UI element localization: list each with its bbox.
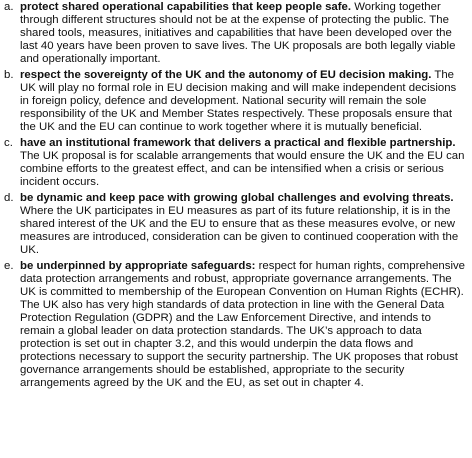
list-marker: c. — [4, 137, 13, 149]
list-marker: a. — [4, 1, 14, 13]
list-marker: d. — [4, 192, 14, 204]
list-item-body — [20, 1, 468, 66]
list-item-d — [4, 192, 468, 257]
list-item-text: The UK proposal is for scalable arrangements that would ensure the UK and the EU can combine efforts to the greatest effect, and can be intensified when a crisis or serious incident occurs. — [20, 150, 465, 188]
list-item-body — [20, 69, 468, 134]
list-item-text: The UK will play no formal role in EU decision making and will make independent decisions in foreign policy, defence and development. National security will remain the sole responsibility of the UK and Member States respectively. These proposals ensure that the UK and the EU can continue to work together where it is mutually beneficial. — [20, 69, 457, 133]
list-item-b — [4, 69, 468, 134]
list-marker: b. — [4, 69, 14, 81]
list-item-text: respect for human rights, comprehensive data protection arrangements and robust, appropriate governance arrangements. The UK is committed to membership of the European Convention on Human Rights (ECHR). The UK also has very high standards of data protection in line with the General Data Protection Regulation (GDPR) and the Law Enforcement Directive, and intends to remain a global leader on data protection standards. The UK’s approach to data protection is set out in chapter 3.2, and this would underpin the data flows and protections necessary to support the security partnership. The UK proposes that robust governance arrangements should be established, appropriate to the security arrangements agreed by the UK and the EU, as set out in chapter 4. — [20, 260, 466, 389]
document-page — [4, 0, 468, 393]
list-item-heading: have an institutional framework that delivers a practical and flexible partnership. — [20, 137, 456, 149]
list-item-a — [4, 0, 468, 66]
list-item-heading: be dynamic and keep pace with growing global challenges and evolving threats. — [20, 192, 454, 204]
list-item-body — [20, 192, 468, 257]
list-item-text: Working together through different structures should not be at the expense of protecting the public. The shared tools, measures, initiatives and capabilities that have been developed over the last 40 years have been proven to save lives. The UK proposals are both legally viable and operationally important. — [20, 1, 456, 65]
list-item-e — [4, 260, 468, 390]
list-marker: e. — [4, 260, 14, 272]
list-item-body — [20, 137, 468, 189]
list-item-heading: be underpinned by appropriate safeguards: — [20, 260, 256, 272]
list-item-text: Where the UK participates in EU measures as part of its future relationship, it is in the shared interest of the UK and the EU to ensure that as these measures evolve, or new measures are introduced, consideration can be given to continued cooperation with the UK. — [20, 205, 459, 256]
list-item-heading: respect the sovereignty of the UK and the autonomy of EU decision making. — [20, 69, 432, 81]
list-item-body — [20, 260, 468, 390]
list-item-c — [4, 137, 468, 189]
list-item-heading: protect shared operational capabilities that keep people safe. — [20, 1, 352, 13]
